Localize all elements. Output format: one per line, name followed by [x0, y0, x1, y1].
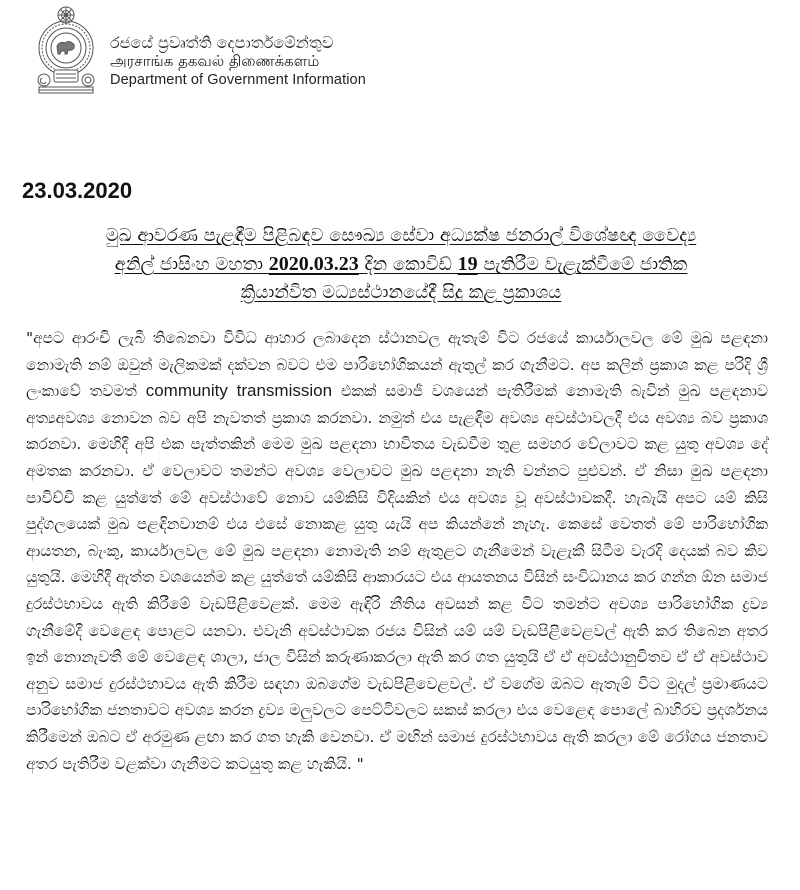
title-line-1: මුඛ ආවරණ පැළඳීම පිළිබඳව සෞඛ්‍ය සේවා අධ්‍යක්ෂ ජනරාල් විශේෂඥ වෛද්‍ය: [105, 225, 697, 246]
statement-title: [36, 222, 766, 307]
letterhead: [34, 4, 454, 96]
body-part-2: එකක් සමාජී වශයෙන් පැතිරීමක් නොමැති බැවින් මුඛ පළඳනාව අත්‍යඅවශ්‍ය නොවන බව අපි නැවතත් ප්‍රකාශ කරනවා. නමුත් එය පැළඳීම අවශ්‍ය අවස්ථාවලදී එය අවශ්‍ය බව ප්‍රකාශ කරනවා. මෙහිදී අපි එක පැත්තකින් මෙම මුඛ පළඳනා භාවිතය වැඩවීම තුළ සමහර වේලාවට කළ යුතු අවශ්‍ය දේ අමතක කරනවා. ඒ වෙලාවට තමන්ට අවශ්‍ය වෙලාවට මුඛ පළඳනා නැති වන්නට පුළුවන්. ඒ නිසා මුඛ පළඳනා පාවිච්චි කළ යුත්තේ මේ අවස්ථාවේ නොව යම්කිසි විදියකින් එය අවශ්‍ය වූ අවස්ථාවකදී. හැබැයි අපට යම් කිසි පුද්ගලයෙක් මුඛ පළඳිනවානම් එය එසේ නොකළ යුතු යැයි අප කියන්නේ නැහැ. කෙසේ වෙතත් මේ පාරිභෝගික ආයතන, බැංකු, කාර්යාලවල මේ මුඛ පළඳනා නොමැති නම් ඇතුළට ගැනීමෙන් වැළැකී සිටීම වැරදි දෙයක් බව කිව යුතුයි. මෙහිදී ඇත්ත වශයෙන්ම කළ යුත්තේ යම්කිසි ආකාරයට එය ආයතනය විසින් සංවිධානය කර ගන්න ඕන සමාජ දුරස්ථභාවය ඇති කිරීමේ වැඩපිළිවෙළක්. මෙම ඇඳිරි නීතිය අවසන් කළ විට තමන්ට අවශ්‍ය පාරිභෝගික ද්‍රව්‍ය ගැනීමේදී වෙළෙඳ පොළට යනවා. එවැනි අවස්ථාවක රජය විසින් යම් යම් වැඩපිළිවෙළවල් ඇති කර තිබෙන අතර ඉන් නොනැවතී මේ වෙළෙඳ ශාලා, ජාල විසින් කරුණාකරලා ඇති කර ගත යුතුයි ඒ ඒ අවස්ථානුචිතව ඒ ඒ අවස්ථාව අනුව සමාජ දුරස්ථභාවය ඇති කිරීම සඳහා ඔබගේම වැඩපිළිවෙළවල්. ඒ වගේම ඔබට ඇතැම් විට මුදල් ප්‍රමාණයට පාරිභෝගික ජනතාවට අවශ්‍ය කරන ද්‍රව්‍ය මලුවලට පෙට්ටිවලට සකස් කරලා එය වෙළෙඳ පොලේ බාහිරව ප්‍රදර්ශනය කිරීමෙන් ඔබට ඒ අරමුණ ළඟා කර ගත හැකි වෙනවා. ඒ මඟින් සමාජ දුරස්ථභාවය ඇති කරලා මේ රෝගය ජනතාව අතර පැතිරීම වළක්වා ගැනීමට කටයුතු කළ හැකියි. ": [26, 382, 768, 773]
statement-body: [26, 325, 768, 777]
department-name-tamil: அரசாங்க தகவல் திணைக்களம்: [110, 52, 320, 70]
department-name-block: [110, 33, 366, 90]
department-name-sinhala: රජයේ ප්‍රවෘත්ති දෙපාර්තමේන්තුව: [110, 33, 334, 52]
title-covid-number: 19: [457, 253, 478, 275]
title-line-3: ක්‍රියාන්විත මධ්‍යස්ථානයේදී සිදු කළ ප්‍රකාශය: [240, 282, 562, 303]
body-part-1: "අපට ආරංචි ලැබී තිබෙනවා විවිධ ආහාර ලබාදෙන ස්ථානවල ඇතැම් විට රජයේ කාර්යාලවල මේ මුඛ පළඳනා නොමැති නම් ඔවුන් මැලිකමක් දක්වන බවට එම පාරිභෝගිකයන් ඇතුල් කර ගැනීමට. අප කලින් ප්‍රකාශ කළ පරිදි ශ්‍රී ලංකාවේ තවමත්: [26, 329, 768, 401]
sri-lanka-national-emblem-icon: [34, 4, 98, 96]
release-date: 23.03.2020: [22, 178, 133, 203]
title-speaker: අනිල් ජාසිංහ මහතා: [114, 254, 269, 275]
title-line-2: [115, 254, 688, 275]
title-post: පැතිරීම වැළැක්වීමේ ජාතික: [477, 254, 688, 275]
title-mid: දින කොවිඩ්: [358, 254, 458, 275]
department-name-english: Department of Government Information: [110, 72, 366, 88]
body-english-phrase: community transmission: [145, 381, 333, 401]
title-date: 2020.03.23: [268, 253, 359, 275]
